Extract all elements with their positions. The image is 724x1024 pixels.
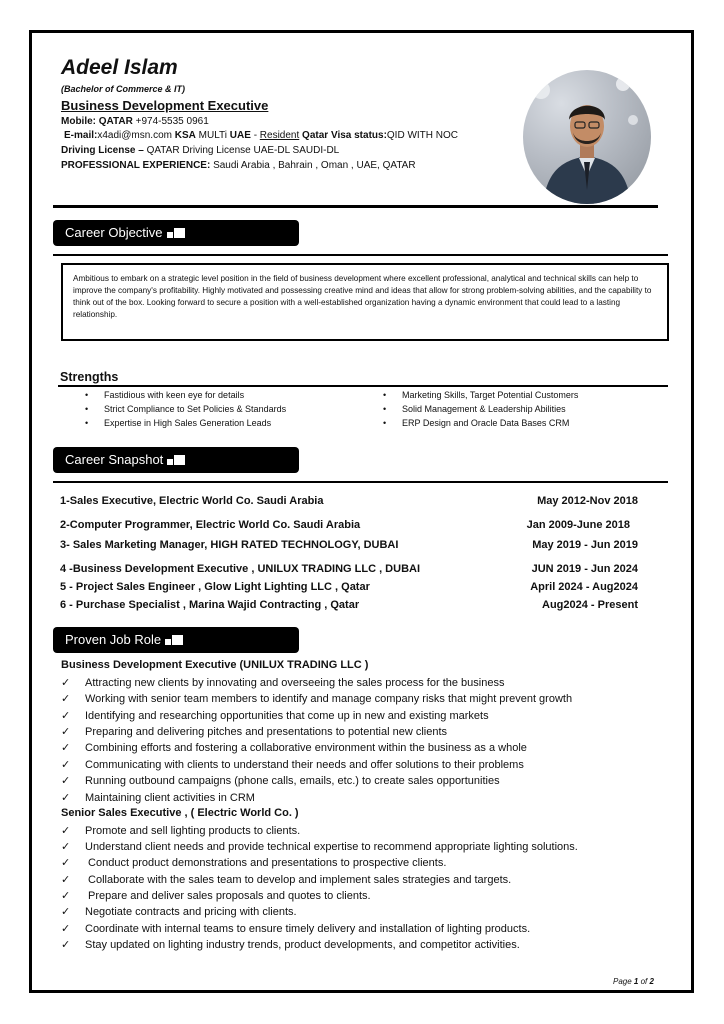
email-line (64, 130, 458, 141)
job-title-text: 2-Computer Programmer, Electric World Co. Saudi Arabia (60, 519, 361, 531)
job-title-text: 5 - Project Sales Engineer , Glow Light Lighting LLC , Qatar (60, 581, 370, 593)
header-rule (53, 205, 658, 208)
experience-line (61, 160, 416, 171)
strengths-rule (58, 385, 668, 387)
degree: (Bachelor of Commerce & IT) (61, 84, 186, 94)
job-dates: May 2012-Nov 2018 (537, 495, 638, 507)
duty-item (61, 856, 446, 869)
page-label: Page (613, 977, 632, 986)
career-objective-heading: Career Objective (65, 225, 163, 240)
strengths-right-list (402, 388, 578, 430)
mobile-line (61, 116, 209, 127)
check-icon: ✓ (61, 710, 71, 722)
role-heading-electric-world: Senior Sales Executive , ( Electric World Co. ) (61, 807, 299, 819)
duty-item (61, 905, 297, 918)
check-icon: ✓ (61, 759, 71, 771)
snapshot-rule (53, 481, 668, 483)
duty-text: Stay updated on lighting industry trends, product developments, and competitor activities. (85, 939, 520, 951)
email-label: E-mail: (64, 130, 98, 141)
check-icon: ✓ (61, 857, 71, 869)
duty-item (61, 676, 504, 689)
person-silhouette-icon (523, 70, 651, 204)
experience-value: Saudi Arabia , Bahrain , Oman , UAE, QATAR (213, 160, 416, 171)
role-heading-unilux: Business Development Executive (UNILUX TRADING LLC ) (61, 659, 369, 671)
uae-value: Resident (259, 130, 300, 141)
duty-item (61, 938, 520, 951)
duty-item (61, 873, 511, 886)
briefcase-icon (165, 635, 183, 645)
check-icon: ✓ (61, 677, 71, 689)
check-icon: ✓ (61, 742, 71, 754)
briefcase-icon (167, 455, 185, 465)
job-title-text: 3- Sales Marketing Manager, HIGH RATED TECHNOLOGY, DUBAI (60, 539, 399, 551)
job-dates: Jan 2009-June 2018 (526, 519, 630, 531)
objective-text: Ambitious to embark on a strategic level position in the field of business development where excellent professional, analytical and technical skills can help to improve the company's profitability. Highly motivated and possessing creative mind and ideas that allow for strong problem-solving abilities, and the capability to think out of the box. Looking forward to secure a position with a well-established organization having a dynamic environment that could lead to a lasting relationship. (73, 274, 652, 319)
duty-text: Running outbound campaigns (phone calls, emails, etc.) to create sales opportunities (85, 775, 500, 787)
duty-text: Collaborate with the sales team to develop and implement sales strategies and targets. (85, 874, 512, 886)
page-number (613, 977, 654, 986)
strength-item: • Solid Management & Leadership Abilities (402, 402, 578, 416)
job-row (60, 539, 638, 551)
page-of: of (640, 977, 648, 986)
check-icon: ✓ (61, 874, 71, 886)
job-row (60, 581, 638, 593)
job-title: Business Development Executive (61, 98, 269, 113)
job-row (60, 563, 638, 575)
duty-item (61, 692, 572, 705)
strengths-left-list (104, 388, 286, 430)
uae-label: UAE (229, 130, 251, 141)
strength-item: • Fastidious with keen eye for details (104, 388, 286, 402)
strengths-heading: Strengths (60, 370, 119, 384)
visa-value: QID WITH NOC (386, 130, 459, 141)
job-title-text: 4 -Business Development Executive , UNILUX TRADING LLC , DUBAI (60, 563, 421, 575)
duty-text: Identifying and researching opportunities that come up in new and existing markets (85, 710, 489, 722)
check-icon: ✓ (61, 693, 71, 705)
license-label: Driving License – (61, 145, 144, 156)
visa-label: Qatar Visa status: (302, 130, 387, 141)
check-icon: ✓ (61, 841, 71, 853)
duty-item (61, 774, 500, 787)
duty-text: Working with senior team members to identify and manage company risks that might prevent growth (85, 693, 573, 705)
duty-item (61, 840, 578, 853)
duty-text: Communicating with clients to understand their needs and offer solutions to their problems (85, 759, 524, 771)
job-dates: April 2024 - Aug2024 (530, 581, 638, 593)
career-snapshot-tab (53, 447, 299, 473)
duty-item (61, 741, 527, 754)
career-objective-tab (53, 220, 299, 246)
check-icon: ✓ (61, 939, 71, 951)
job-dates: JUN 2019 - Jun 2024 (531, 563, 638, 575)
email-value[interactable]: x4adi@msn.com (97, 130, 172, 141)
proven-job-role-tab (53, 627, 299, 653)
license-value: QATAR Driving License UAE-DL SAUDI-DL (146, 145, 340, 156)
job-row (60, 599, 638, 611)
strength-item: • ERP Design and Oracle Data Bases CRM (402, 416, 578, 430)
check-icon: ✓ (61, 890, 71, 902)
strength-item: • Expertise in High Sales Generation Leads (104, 416, 286, 430)
uae-separator: - (253, 130, 260, 141)
ksa-value: MULTi (198, 130, 227, 141)
job-dates: Aug2024 - Present (542, 599, 638, 611)
check-icon: ✓ (61, 726, 71, 738)
mobile-value: +974-5535 0961 (135, 116, 209, 127)
duty-text: Prepare and deliver sales proposals and quotes to clients. (85, 890, 371, 902)
objective-box (61, 263, 669, 341)
career-snapshot-heading: Career Snapshot (65, 452, 164, 467)
duty-text: Maintaining client activities in CRM (85, 792, 255, 804)
job-row (60, 495, 638, 507)
duty-text: Understand client needs and provide technical expertise to recommend appropriate lighting solutions. (85, 841, 578, 853)
objective-rule (53, 254, 668, 256)
check-icon: ✓ (61, 825, 71, 837)
profile-photo (523, 70, 651, 204)
candidate-name: Adeel Islam (61, 56, 178, 79)
strength-item: • Marketing Skills, Target Potential Customers (402, 388, 578, 402)
page-total: 2 (649, 977, 654, 986)
briefcase-icon (167, 228, 185, 238)
job-row (60, 519, 638, 531)
ksa-label: KSA (174, 130, 196, 141)
job-title-text: 6 - Purchase Specialist , Marina Wajid Contracting , Qatar (60, 599, 360, 611)
job-title-text: 1-Sales Executive, Electric World Co. Saudi Arabia (60, 495, 324, 507)
experience-label: PROFESSIONAL EXPERIENCE: (61, 160, 211, 171)
duty-text: Conduct product demonstrations and presentations to prospective clients. (85, 857, 447, 869)
duty-item (61, 758, 524, 771)
job-dates: May 2019 - Jun 2019 (532, 539, 638, 551)
duty-text: Preparing and delivering pitches and presentations to potential new clients (85, 726, 448, 738)
duty-text: Coordinate with internal teams to ensure timely delivery and installation of lighting products. (85, 923, 531, 935)
check-icon: ✓ (61, 906, 71, 918)
duty-item (61, 709, 489, 722)
duty-text: Promote and sell lighting products to clients. (85, 825, 301, 837)
duty-text: Attracting new clients by innovating and overseeing the sales process for the business (85, 677, 505, 689)
check-icon: ✓ (61, 923, 71, 935)
license-line (61, 145, 339, 156)
duty-text: Combining efforts and fostering a collaborative environment within the business as a whole (85, 742, 527, 754)
duty-item (61, 922, 530, 935)
mobile-label: Mobile: QATAR (61, 116, 133, 127)
duty-item (61, 791, 255, 804)
duty-item (61, 725, 447, 738)
duty-text: Negotiate contracts and pricing with clients. (85, 906, 297, 918)
duty-item (61, 824, 300, 837)
check-icon: ✓ (61, 775, 71, 787)
check-icon: ✓ (61, 792, 71, 804)
proven-job-role-heading: Proven Job Role (65, 632, 162, 647)
page-current: 1 (633, 977, 639, 986)
duty-item (61, 889, 371, 902)
strength-item: • Strict Compliance to Set Policies & Standards (104, 402, 286, 416)
